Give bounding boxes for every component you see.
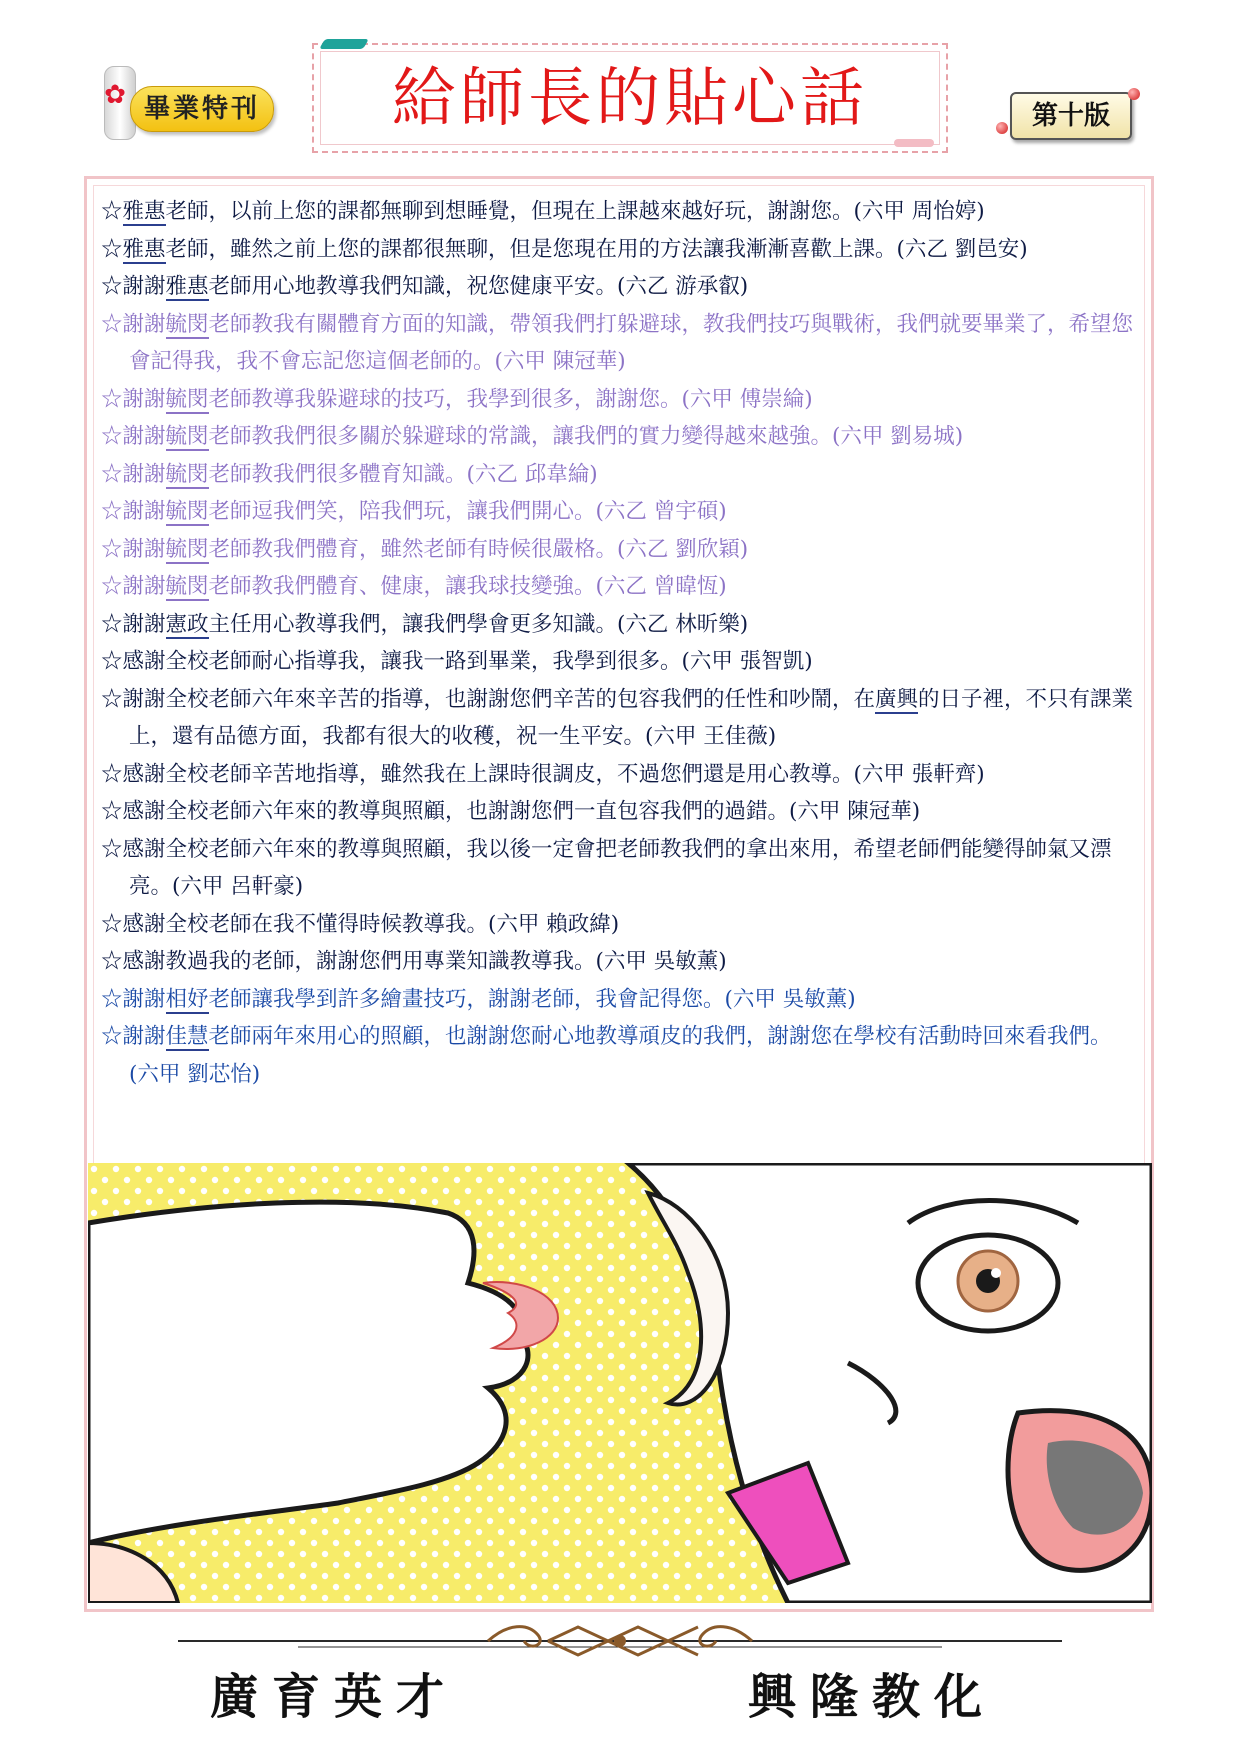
message-text: 老師教導我躲避球的技巧，我學到很多，謝謝您。(六甲 傅崇綸) — [208, 386, 813, 412]
graduation-special-badge — [100, 62, 280, 142]
message-item — [101, 193, 1136, 231]
teacher-name: 毓閔 — [165, 424, 209, 449]
message-lead: ☆謝謝 — [101, 536, 166, 562]
edition-label: 第十版 — [1010, 92, 1132, 140]
header — [0, 0, 1240, 170]
message-lead: ☆感謝全校老師六年來的教導與照顧，我以後一定會把老師教我們的拿出來用，希望老師們能變得帥氣又漂亮。(六甲 呂軒豪) — [101, 836, 1112, 899]
message-lead: ☆感謝全校老師耐心指導我，讓我一路到畢業，我學到很多。(六甲 張智凱) — [101, 649, 813, 674]
message-item — [101, 756, 1136, 794]
message-lead: ☆謝謝 — [101, 274, 166, 299]
message-item — [101, 643, 1136, 681]
message-lead: ☆ — [101, 199, 123, 224]
message-text: 老師讓我學到許多繪畫技巧，謝謝老師，我會記得您。(六甲 吳敏薰) — [208, 986, 856, 1012]
teacher-name: 毓閔 — [165, 311, 209, 337]
message-lead: ☆謝謝 — [101, 499, 166, 524]
pink-tape-decoration — [894, 139, 934, 147]
teacher-name: 毓閔 — [165, 461, 209, 487]
message-list — [101, 193, 1136, 1093]
message-item — [101, 231, 1136, 269]
message-text: 老師教我們體育，雖然老師有時候很嚴格。(六乙 劉欣穎) — [208, 536, 749, 562]
message-text: 老師，雖然之前上您的課都很無聊，但是您現在用的方法讓我漸漸喜歡上課。(六乙 劉邑安) — [165, 236, 1028, 262]
message-item — [101, 793, 1136, 831]
message-item — [101, 1018, 1136, 1093]
teal-tape-decoration — [319, 39, 369, 49]
message-text: 老師用心地教導我們知識，祝您健康平安。(六乙 游承叡) — [208, 274, 749, 299]
message-lead: ☆謝謝 — [101, 424, 166, 449]
message-item — [101, 531, 1136, 569]
teacher-name: 雅惠 — [165, 274, 209, 299]
message-item — [101, 943, 1136, 981]
message-text: 老師逗我們笑，陪我們玩，讓我們開心。(六乙 曾宇碩) — [208, 499, 727, 524]
teacher-name: 毓閔 — [165, 499, 209, 524]
message-text: 的日子裡，不只有課業上，還有品德方面，我都有很大的收穫，祝一生平安。(六甲 王佳薇) — [129, 686, 1134, 749]
teacher-name: 憲政 — [165, 611, 209, 637]
message-lead: ☆謝謝 — [101, 386, 166, 412]
message-lead: ☆感謝全校老師六年來的教導與照顧，也謝謝您們一直包容我們的過錯。(六甲 陳冠華) — [101, 799, 921, 824]
message-lead: ☆感謝教過我的老師，謝謝您們用專業知識教導我。(六甲 吳敏薰) — [101, 949, 727, 974]
teacher-name: 毓閔 — [165, 386, 209, 412]
whisper-illustration — [88, 1163, 1152, 1603]
message-item — [101, 268, 1136, 306]
teacher-name: 廣興 — [875, 686, 919, 712]
message-lead: ☆謝謝全校老師六年來辛苦的指導，也謝謝您們辛苦的包容我們的任性和吵鬧，在 — [101, 686, 876, 712]
message-lead: ☆感謝全校老師在我不懂得時候教導我。(六甲 賴政緯) — [101, 911, 620, 937]
teacher-name: 毓閔 — [165, 574, 209, 599]
message-lead: ☆謝謝 — [101, 574, 166, 599]
message-item — [101, 906, 1136, 944]
message-text: 老師教我有關體育方面的知識，帶領我們打躲避球，教我們技巧與戰術，我們就要畢業了，希望您會記得我，我不會忘記您這個老師的。(六甲 陳冠華) — [129, 311, 1134, 374]
edition-badge — [996, 88, 1140, 140]
teacher-name: 雅惠 — [122, 236, 166, 262]
ribbon-icon: ✿ — [104, 80, 126, 110]
message-lead: ☆謝謝 — [101, 461, 166, 487]
message-item — [101, 456, 1136, 494]
message-lead: ☆謝謝 — [101, 611, 166, 637]
whisper-illustration-graphic — [88, 1163, 1152, 1603]
message-lead: ☆謝謝 — [101, 986, 166, 1012]
pin-icon — [996, 122, 1008, 134]
message-item — [101, 418, 1136, 456]
message-lead: ☆ — [101, 236, 123, 262]
motto-left: 廣育英才 — [210, 1669, 459, 1725]
motto-right: 興隆教化 — [748, 1669, 997, 1725]
message-item — [101, 831, 1136, 906]
message-text: 老師教我們體育、健康，讓我球技變強。(六乙 曾暐恆) — [208, 574, 727, 599]
message-lead: ☆謝謝 — [101, 311, 166, 337]
message-item — [101, 981, 1136, 1019]
message-lead: ☆謝謝 — [101, 1024, 166, 1049]
message-item — [101, 568, 1136, 606]
page-title: 給師長的貼心話 — [392, 62, 868, 136]
message-item — [101, 681, 1136, 756]
message-item — [101, 606, 1136, 644]
message-item — [101, 493, 1136, 531]
message-lead: ☆感謝全校老師辛苦地指導，雖然我在上課時很調皮，不過您們還是用心教導。(六甲 張軒齊) — [101, 761, 985, 787]
message-text: 老師，以前上您的課都無聊到想睡覺，但現在上課越來越好玩，謝謝您。(六甲 周怡婷) — [165, 199, 985, 224]
message-item — [101, 306, 1136, 381]
pin-icon — [1128, 88, 1140, 100]
message-item — [101, 381, 1136, 419]
teacher-name: 佳慧 — [165, 1024, 209, 1049]
title-box — [312, 43, 948, 153]
message-text: 老師教我們很多關於躲避球的常識，讓我們的實力變得越來越強。(六甲 劉易城) — [208, 424, 964, 449]
teacher-name: 雅惠 — [122, 199, 166, 224]
message-text: 主任用心教導我們，讓我們學會更多知識。(六乙 林昕樂) — [208, 611, 749, 637]
teacher-name: 相妤 — [165, 986, 209, 1012]
ornamental-divider — [178, 1619, 1062, 1659]
teacher-name: 毓閔 — [165, 536, 209, 562]
message-text: 老師教我們很多體育知識。(六乙 邱韋綸) — [208, 461, 598, 487]
message-text: 老師兩年來用心的照顧，也謝謝您耐心地教導頑皮的我們，謝謝您在學校有活動時回來看我們。(六甲 劉芯怡) — [129, 1024, 1112, 1087]
badge-label: 畢業特刊 — [130, 86, 274, 132]
